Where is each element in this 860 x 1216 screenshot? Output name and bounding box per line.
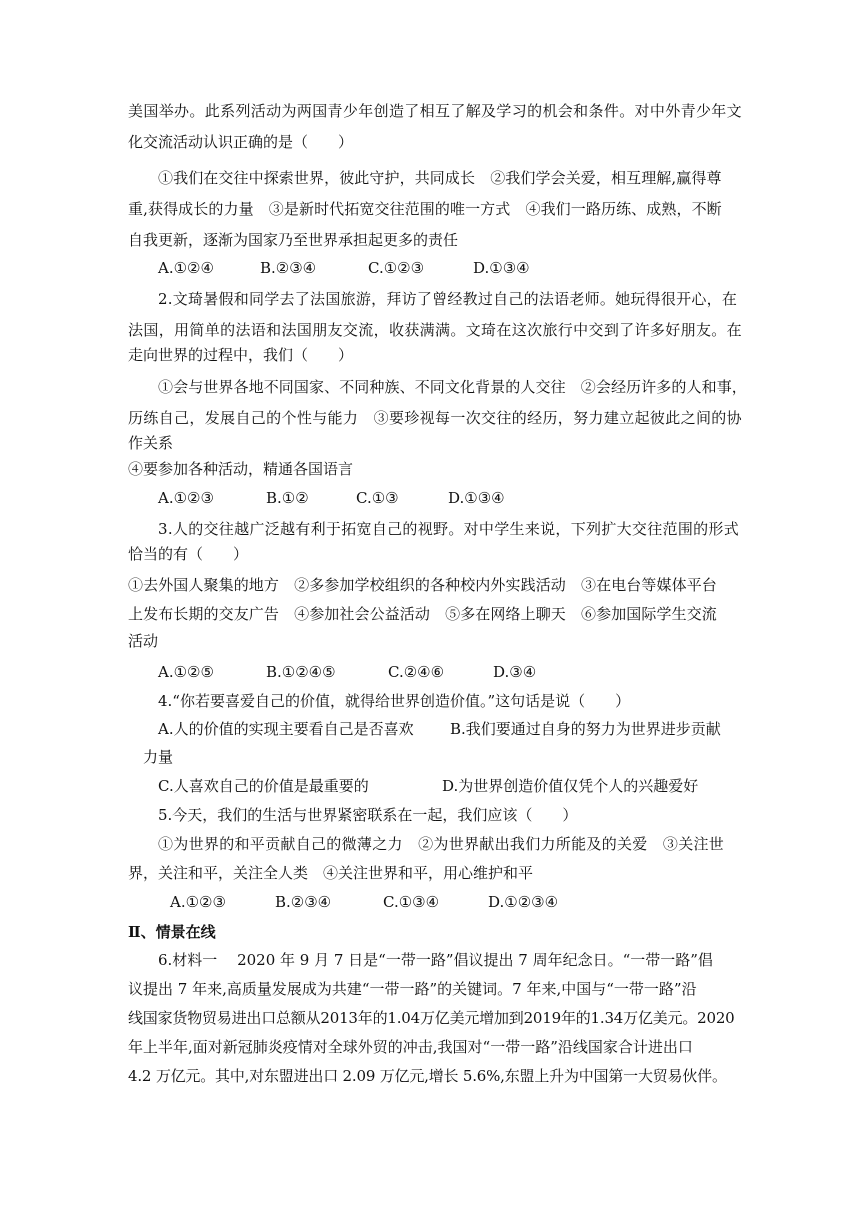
q3-option-a: A.①②⑤ — [158, 663, 214, 681]
q1-statement-line-1: ①我们在交往中探索世界，彼此守护，共同成长 ②我们学会关爱，相互理解,赢得尊 — [158, 169, 722, 187]
q2-statement-line-1: ①会与世界各地不同国家、不同种族、不同文化背景的人交往 ②会经历许多的人和事， — [158, 378, 747, 396]
q1-option-b: B.②③④ — [260, 259, 317, 277]
q2-statement-line-4: ④要参加各种活动，精通各国语言 — [128, 460, 354, 478]
q3-statement-line-2: 上发布长期的交友广告 ④参加社会公益活动 ⑤多在网络上聊天 ⑥参加国际学生交流 — [128, 605, 717, 623]
q2-option-a: A.①②③ — [158, 489, 214, 507]
q5-option-c: C.①③④ — [383, 893, 440, 911]
q1-option-a: A.①②④ — [158, 259, 214, 277]
q4-option-d: D.为世界创造价值仅凭个人的兴趣爱好 — [442, 777, 699, 795]
q6-line-2: 议提出 7 年来,高质量发展成为共建“一带一路”的关键词。7 年来,中国与“一带一路”沿 — [128, 980, 697, 998]
q6-line-4: 年上半年,面对新冠肺炎疫情对全球外贸的冲击,我国对“一带一路”沿线国家合计进出口 — [128, 1038, 693, 1056]
q4-option-c: C.人喜欢自己的价值是最重要的 — [158, 777, 369, 795]
q6-line-1: 6.材料一 2020 年 9 月 7 日是“一带一路”倡议提出 7 周年纪念日。“一带一路”倡 — [158, 951, 713, 969]
q2-stem-line-2: 法国，用简单的法语和法国朋友交流，收获满满。文琦在这次旅行中交到了许多好朋友。在 — [128, 321, 743, 339]
q3-option-c: C.②④⑥ — [388, 663, 445, 681]
q1-stem-line-1: 美国举办。此系列活动为两国青少年创造了相互了解及学习的机会和条件。对中外青少年文 — [128, 102, 743, 120]
q5-statement-line-1: ①为世界的和平贡献自己的微薄之力 ②为世界献出我们力所能及的关爱 ③关注世 — [158, 835, 725, 853]
q6-line-5: 4.2 万亿元。其中,对东盟进出口 2.09 万亿元,增长 5.6%,东盟上升为中国第一大贸易伙伴。 — [128, 1067, 727, 1085]
q3-stem-line-2: 恰当的有（ ） — [128, 545, 249, 563]
q4-option-b: B.我们要通过自身的努力为世界进步贡献 — [450, 720, 721, 738]
q1-option-c: C.①②③ — [368, 259, 425, 277]
q4-option-b-continued: 力量 — [143, 748, 174, 766]
q2-statement-line-3: 作关系 — [128, 434, 174, 452]
q5-option-a: A.①②③ — [170, 893, 226, 911]
section-heading: Ⅱ、情景在线 — [128, 923, 216, 941]
q2-option-d: D.①③④ — [448, 489, 505, 507]
q2-option-c: C.①③ — [356, 489, 399, 507]
q3-statement-line-1: ①去外国人聚集的地方 ②多参加学校组织的各种校内外实践活动 ③在电台等媒体平台 — [128, 576, 717, 594]
q4-stem: 4.“你若要喜爱自己的价值，就得给世界创造价值。”这句话是说（ ） — [158, 692, 631, 710]
q2-options — [158, 488, 578, 508]
q3-options — [158, 662, 598, 682]
q2-option-b: B.①② — [266, 489, 309, 507]
q5-stem: 5.今天，我们的生活与世界紧密联系在一起，我们应该（ ） — [158, 806, 578, 824]
q3-stem-line-1: 3.人的交往越广泛越有利于拓宽自己的视野。对中学生来说，下列扩大交往范围的形式 — [158, 520, 740, 538]
q2-statement-line-2: 历练自己，发展自己的个性与能力 ③要珍视每一次交往的经历，努力建立起彼此之间的协 — [128, 409, 743, 427]
q1-options — [158, 258, 578, 278]
q2-stem-line-1: 2.文琦暑假和同学去了法国旅游，拜访了曾经教过自己的法语老师。她玩得很开心，在 — [158, 290, 738, 308]
q5-option-d: D.①②③④ — [488, 893, 559, 911]
q6-line-3: 线国家货物贸易进出口总额从2013年的1.04万亿美元增加到2019年的1.34万亿美元。2020 — [128, 1009, 735, 1027]
q3-option-d: D.③④ — [493, 663, 537, 681]
q1-statement-line-3: 自我更新，逐渐为国家乃至世界承担起更多的责任 — [128, 231, 459, 249]
q1-option-d: D.①③④ — [473, 259, 530, 277]
q1-statement-line-2: 重,获得成长的力量 ③是新时代拓宽交往范围的唯一方式 ④我们一路历练、成熟，不断 — [128, 200, 722, 218]
q2-stem-line-3: 走向世界的过程中，我们（ ） — [128, 346, 354, 364]
q5-statement-line-2: 界，关注和平，关注全人类 ④关注世界和平，用心维护和平 — [128, 864, 534, 882]
q5-options — [170, 892, 610, 912]
q1-stem-line-2: 化交流活动认识正确的是（ ） — [128, 133, 354, 151]
q3-option-b: B.①②④⑤ — [266, 663, 336, 681]
q5-option-b: B.②③④ — [275, 893, 332, 911]
q3-statement-line-3: 活动 — [128, 632, 159, 650]
q4-option-a: A.人的价值的实现主要看自己是否喜欢 — [158, 720, 414, 738]
